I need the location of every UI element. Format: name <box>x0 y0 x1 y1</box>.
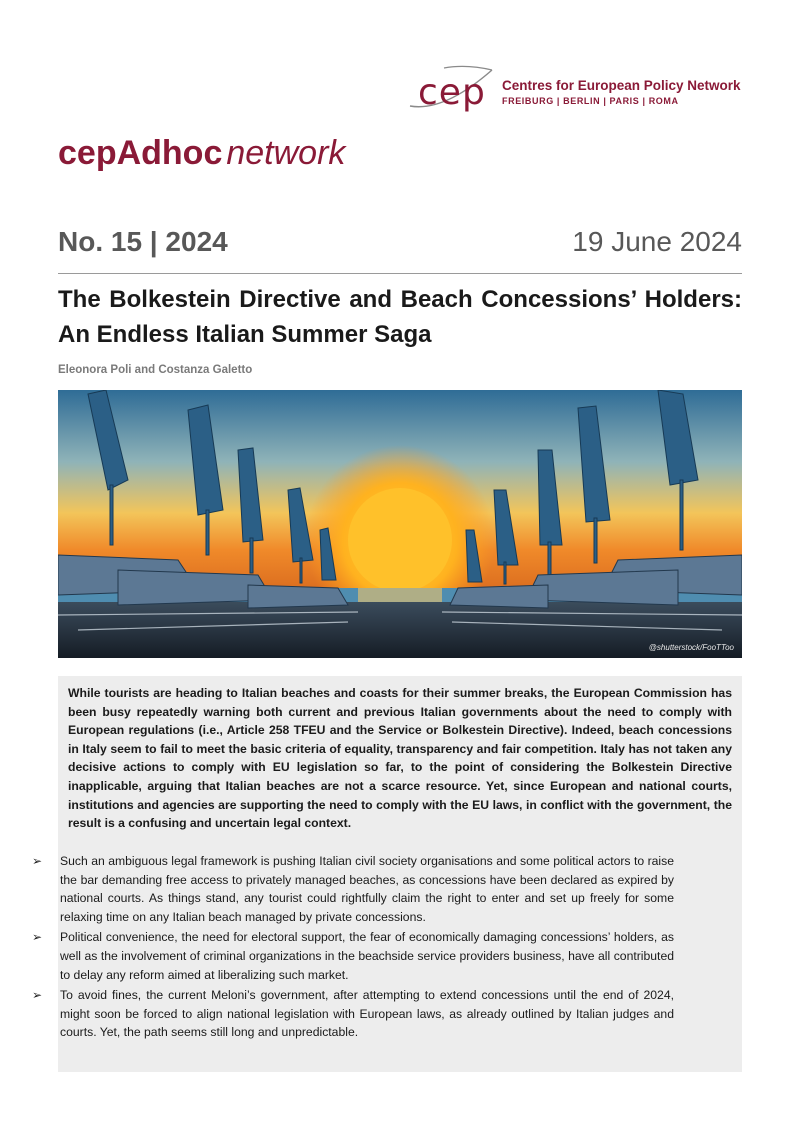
series-brand: cepAdhoc <box>58 134 223 172</box>
list-item <box>32 928 674 984</box>
org-cities: FREIBURG | BERLIN | PARIS | ROMA <box>502 96 679 106</box>
org-name: Centres for European Policy Network <box>502 78 741 93</box>
series-title <box>58 134 345 173</box>
photo-credit: @shutterstock/FooTToo <box>648 643 734 652</box>
beach-umbrellas-photo <box>58 390 742 658</box>
arrow-bullet-icon: ➢ <box>32 988 43 1003</box>
beach-sunset-image <box>58 390 742 658</box>
issue-number: No. 15 | 2024 <box>58 226 228 257</box>
list-item <box>32 986 674 1042</box>
list-item <box>32 852 674 926</box>
arrow-bullet-icon: ➢ <box>32 854 43 868</box>
cep-logo <box>404 62 754 122</box>
bullet-text: To avoid fines, the current Meloni’s government, after attempting to extend concessions until the end of 2024, might soon be forced to align national legislation with European laws, as already outlined by Italian judges and courts. Yet, the path seems still long and unpredictable. <box>60 988 674 1040</box>
article-title: The Bolkestein Directive and Beach Concessions’ Holders: An Endless Italian Summer Saga <box>58 286 742 348</box>
arrow-bullet-icon: ➢ <box>32 930 43 945</box>
article-authors: Eleonora Poli and Costanza Galetto <box>58 364 253 376</box>
header-divider <box>58 273 742 274</box>
summary-lead: While tourists are heading to Italian beaches and coasts for their summer breaks, the European Commission has been busy repeatedly warning both current and previous Italian governments about the need to comply with European regulations (i.e., Article 258 TFEU and the Service or Bolkestein Directive). Indeed, beach concessions in Italy seem to fail to meet the basic criteria of equality, transparency and fair competition. Italy has not taken any decisive actions to comply with EU legislation so far, to the point of considering the Bolkestein Directive inapplicable, arguing that Italian beaches are not a scarce resource. Yet, since European and national courts, institutions and agencies are supporting the need to comply with the EU laws, in conflict with the government, the result is a confusing and uncertain legal context. <box>68 686 732 831</box>
summary-bullets <box>32 852 674 1044</box>
bullet-text: Such an ambiguous legal framework is pushing Italian civil society organisations and some political actors to raise the bar demanding free access to privately managed beaches, as concessions have been declared as expired by national courts. As things stand, any tourist could rightfully claim the right to enter and set up freely for some relaxing time on any Italian beach managed by private concessions. <box>60 854 674 924</box>
issue-date: 19 June 2024 <box>572 226 742 257</box>
bullet-text: Political convenience, the need for electoral support, the fear of economically damaging concessions’ holders, as well as the involvement of criminal organizations in the beachside service providers business, have all contributed to delay any reform aimed at liberalizing such market. <box>60 930 674 982</box>
series-suffix: network <box>226 134 346 172</box>
logo-mark: cep <box>418 72 486 113</box>
